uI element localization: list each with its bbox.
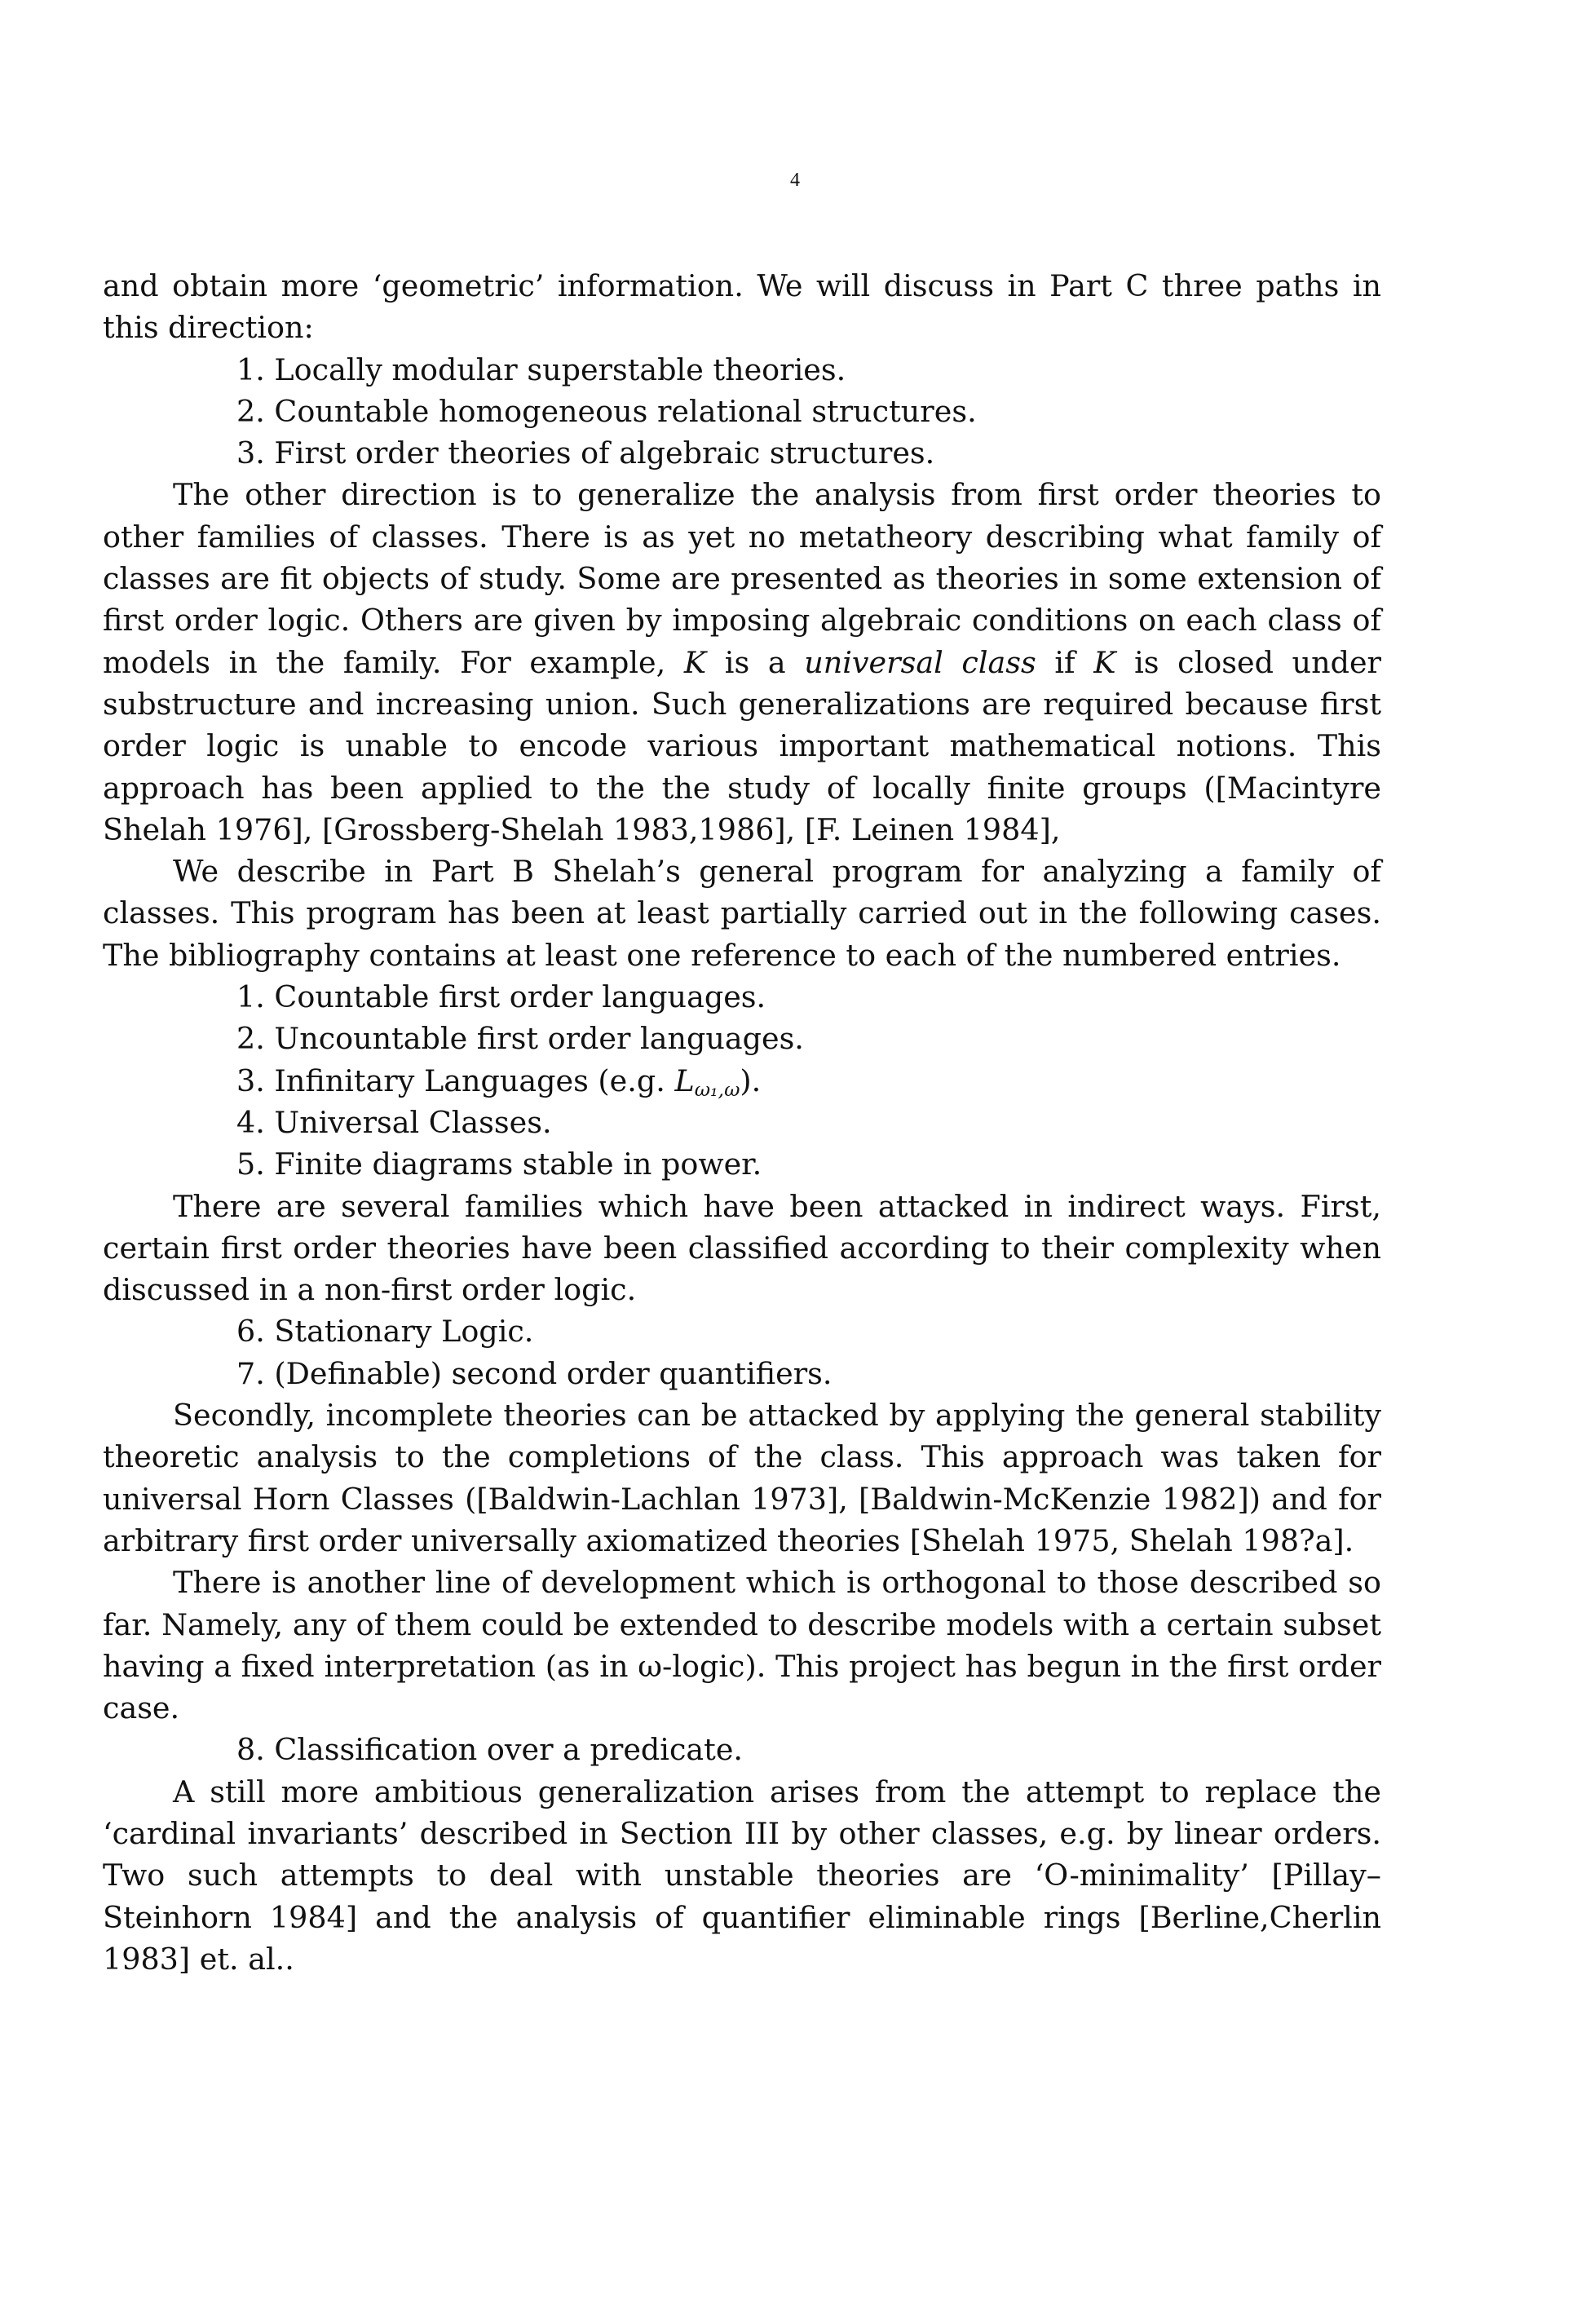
text-run: The other direction is to generalize the analysis from first order theories to other families of classes. There is as yet no metatheory describing what family of classes are fit objects of study. Some are presented as theories in some extension of first order logic. Others are given by imposing algebraic conditions on each class of models in the family. For example, bbox=[103, 477, 1381, 680]
list-item: 7. (Definable) second order quantifiers. bbox=[236, 1355, 833, 1391]
math-symbol: L bbox=[674, 1063, 695, 1098]
math-symbol: K bbox=[1093, 644, 1116, 680]
list-item: 1. Locally modular superstable theories. bbox=[236, 351, 846, 387]
page-number: 4 bbox=[790, 170, 800, 191]
list-item: 3. First order theories of algebraic structures. bbox=[236, 435, 935, 471]
text-run: 3. Infinitary Languages (e.g. bbox=[236, 1063, 675, 1098]
text-run: ). bbox=[740, 1063, 762, 1098]
text-run: is closed under substructure and increasing union. Such generalizations are required because first order logic is unable to encode various important mathematical notions. This approach has been applied to the the study of locally finite groups ([Macintyre Shelah 1976], [Grossberg-Shelah 1983,1986], [F. Leinen 1984], bbox=[103, 644, 1381, 847]
indirect-families-paragraph: There are several families which have been attacked in indirect ways. First, certain first order theories have been classified according to their complexity when discussed in a non-first order logic. bbox=[103, 1188, 1381, 1308]
list-item: 1. Countable first order languages. bbox=[236, 979, 766, 1015]
geometric-paths-list bbox=[103, 349, 1381, 475]
math-subscript: ω₁,ω bbox=[694, 1077, 740, 1101]
ambitious-generalization-paragraph: A still more ambitious generalization arises from the attempt to replace the ‘cardinal invariants’ described in Section III by other classes, e.g. by linear orders. Two such attempts to deal with unstable theories are ‘O-minimality’ [Pillay– Steinhorn 1984] and the analysis of quantifier eliminable rings [Berline,Cherlin 1983] et. al.. bbox=[103, 1774, 1381, 1977]
cases-list bbox=[103, 976, 1381, 1185]
intro-paragraph: and obtain more ‘geometric’ information. We will discuss in Part C three paths in this direction: bbox=[103, 268, 1381, 346]
defined-term: universal class bbox=[804, 644, 1036, 680]
logic-list bbox=[103, 1310, 1381, 1394]
predicate-list bbox=[103, 1729, 1381, 1770]
incomplete-theories-paragraph: Secondly, incomplete theories can be attacked by applying the general stability theoretic analysis to the completions of the class. This approach was taken for universal Horn Classes ([Baldwin-Lachlan 1973], [Baldwin-McKenzie 1982]) and for arbitrary first order universally axiomatized theories [Shelah 1975, Shelah 198?a]. bbox=[103, 1398, 1381, 1558]
math-symbol: K bbox=[683, 644, 707, 680]
page-body bbox=[103, 265, 1381, 1980]
list-item: 4. Universal Classes. bbox=[236, 1104, 552, 1140]
list-item: 6. Stationary Logic. bbox=[236, 1314, 534, 1350]
program-paragraph: We describe in Part B Shelah’s general program for analyzing a family of classes. This program has been at least partially carried out in the following cases. The bibliography contains at least one reference to each of the numbered entries. bbox=[103, 854, 1381, 973]
text-run: if bbox=[1036, 644, 1094, 680]
list-item bbox=[236, 1060, 1381, 1102]
generalization-paragraph bbox=[103, 474, 1381, 851]
list-item: 8. Classification over a predicate. bbox=[236, 1732, 744, 1768]
list-item: 2. Uncountable first order languages. bbox=[236, 1021, 804, 1057]
orthogonal-development-paragraph: There is another line of development which is orthogonal to those described so far. Namely, any of them could be extended to describe models with a certain subset having a fixed interpretation (as in ω-logic). This project has begun in the first order case. bbox=[103, 1565, 1381, 1726]
list-item: 5. Finite diagrams stable in power. bbox=[236, 1147, 762, 1182]
list-item: 2. Countable homogeneous relational structures. bbox=[236, 393, 977, 429]
text-run: is a bbox=[706, 644, 805, 680]
